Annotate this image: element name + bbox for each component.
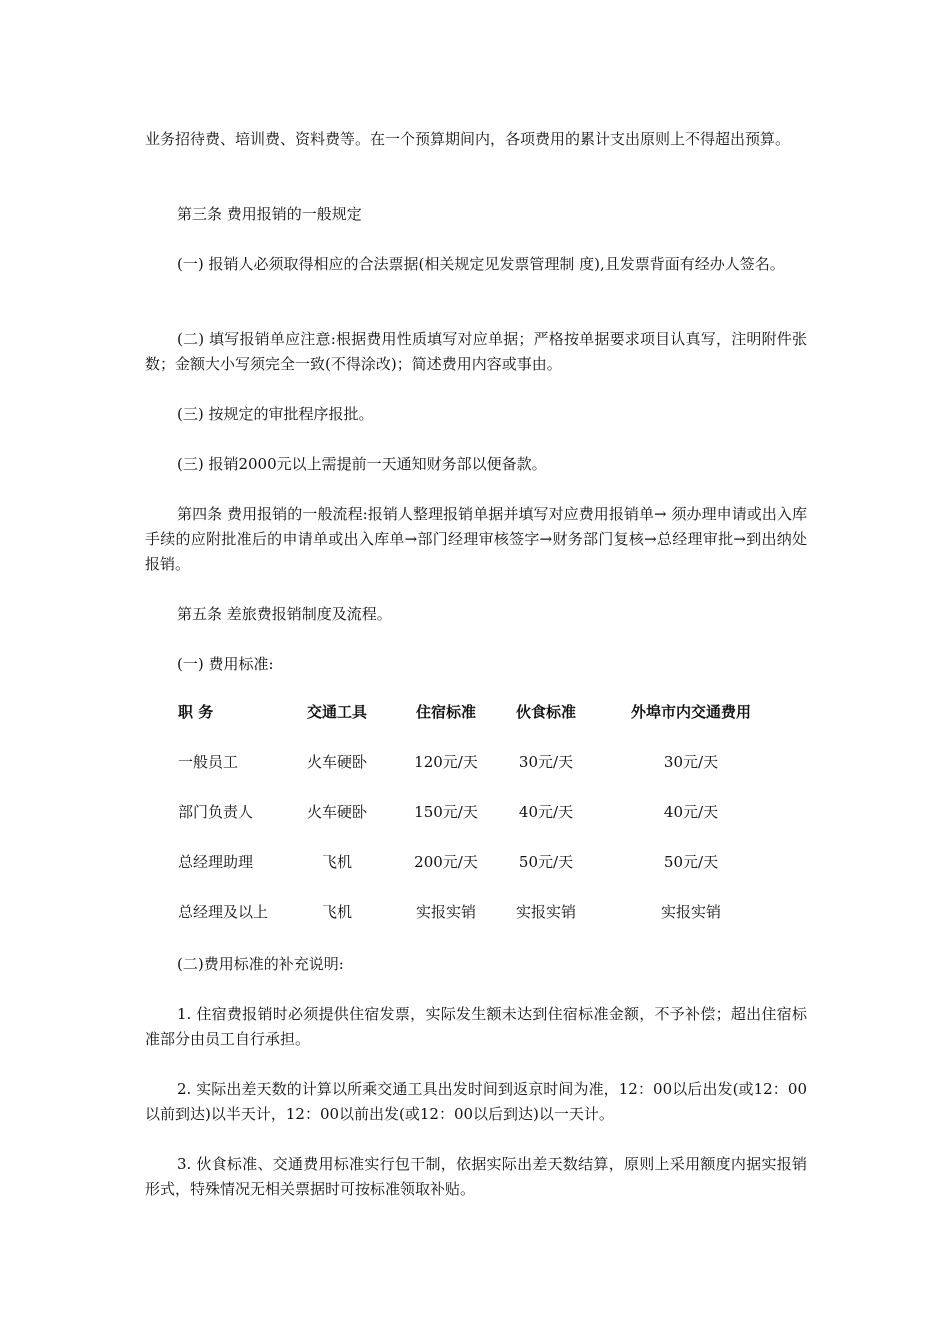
table-cell: 实报实销 xyxy=(415,903,476,921)
article-5-item-1: (一) 费用标准: xyxy=(177,655,274,673)
header-local-transport: 外埠市内交通费用 xyxy=(630,703,751,721)
table-cell: 火车硬卧 xyxy=(306,753,367,771)
table-cell: 飞机 xyxy=(321,853,352,871)
header-lodging: 住宿标准 xyxy=(415,703,476,721)
table-cell: 火车硬卧 xyxy=(306,803,367,821)
table-cell: 40元/天 xyxy=(663,803,719,821)
table-row xyxy=(178,900,798,950)
table-cell: 120元/天 xyxy=(414,753,478,771)
supplementary-heading: (二)费用标准的补充说明: xyxy=(177,955,344,973)
table-cell: 50元/天 xyxy=(518,853,574,871)
table-cell: 40元/天 xyxy=(518,803,574,821)
article-3-item-4: (三) 报销2000元以上需提前一天通知财务部以便备款。 xyxy=(177,455,547,473)
supplementary-note-3: 3. 伙食标准、交通费用标准实行包干制，依据实际出差天数结算，原则上采用额度内据实报销形式，特殊情况无相关票据时可按标准领取补贴。 xyxy=(145,1155,807,1198)
article-3-item-1: (一) 报销人必须取得相应的合法票据(相关规定见发票管理制 度),且发票背面有经办人签名。 xyxy=(177,255,785,273)
header-meals: 伙食标准 xyxy=(515,703,576,721)
expense-standards-table xyxy=(178,700,798,950)
table-cell: 实报实销 xyxy=(515,903,576,921)
supplementary-note-2: 2. 实际出差天数的计算以所乘交通工具出发时间到返京时间为准，12：00以后出发(或12：00以前到达)以半天计，12：00以前出发(或12：00以后到达)以一天计。 xyxy=(145,1080,807,1123)
table-cell: 部门负责人 xyxy=(178,803,254,821)
article-3-item-2: (二) 填写报销单应注意:根据费用性质填写对应单据；严格按单据要求项目认真写，注明附件张数；金额大小写须完全一致(不得涂改)；简述费用内容或事由。 xyxy=(145,330,807,373)
header-position: 职 务 xyxy=(178,703,214,721)
table-cell: 总经理及以上 xyxy=(178,903,269,921)
article-3-heading: 第三条 费用报销的一般规定 xyxy=(177,205,362,223)
table-row xyxy=(178,750,798,800)
article-4-process: 第四条 费用报销的一般流程:报销人整理报销单据并填写对应费用报销单→ 须办理申请或出入库手续的应附批准后的申请单或出入库单→部门经理审核签字→财务部门复核→总经理审批→到出纳处报销。 xyxy=(145,505,807,573)
paragraph-budget: 业务招待费、培训费、资料费等。在一个预算期间内，各项费用的累计支出原则上不得超出预算。 xyxy=(145,130,791,148)
table-cell: 50元/天 xyxy=(663,853,719,871)
table-cell: 30元/天 xyxy=(518,753,574,771)
supplementary-note-1: 1. 住宿费报销时必须提供住宿发票，实际发生额未达到住宿标准金额，不予补偿；超出住宿标准部分由员工自行承担。 xyxy=(145,1005,807,1048)
table-cell: 30元/天 xyxy=(663,753,719,771)
table-cell: 一般员工 xyxy=(178,753,239,771)
table-cell: 200元/天 xyxy=(414,853,478,871)
table-cell: 飞机 xyxy=(321,903,352,921)
table-cell: 总经理助理 xyxy=(178,853,254,871)
article-3-item-3: (三) 按规定的审批程序报批。 xyxy=(177,405,374,423)
header-transport: 交通工具 xyxy=(306,703,367,721)
article-5-heading: 第五条 差旅费报销制度及流程。 xyxy=(177,605,392,623)
table-row xyxy=(178,850,798,900)
table-row xyxy=(178,800,798,850)
table-cell: 实报实销 xyxy=(660,903,721,921)
table-cell: 150元/天 xyxy=(414,803,478,821)
table-header-row xyxy=(178,700,798,750)
